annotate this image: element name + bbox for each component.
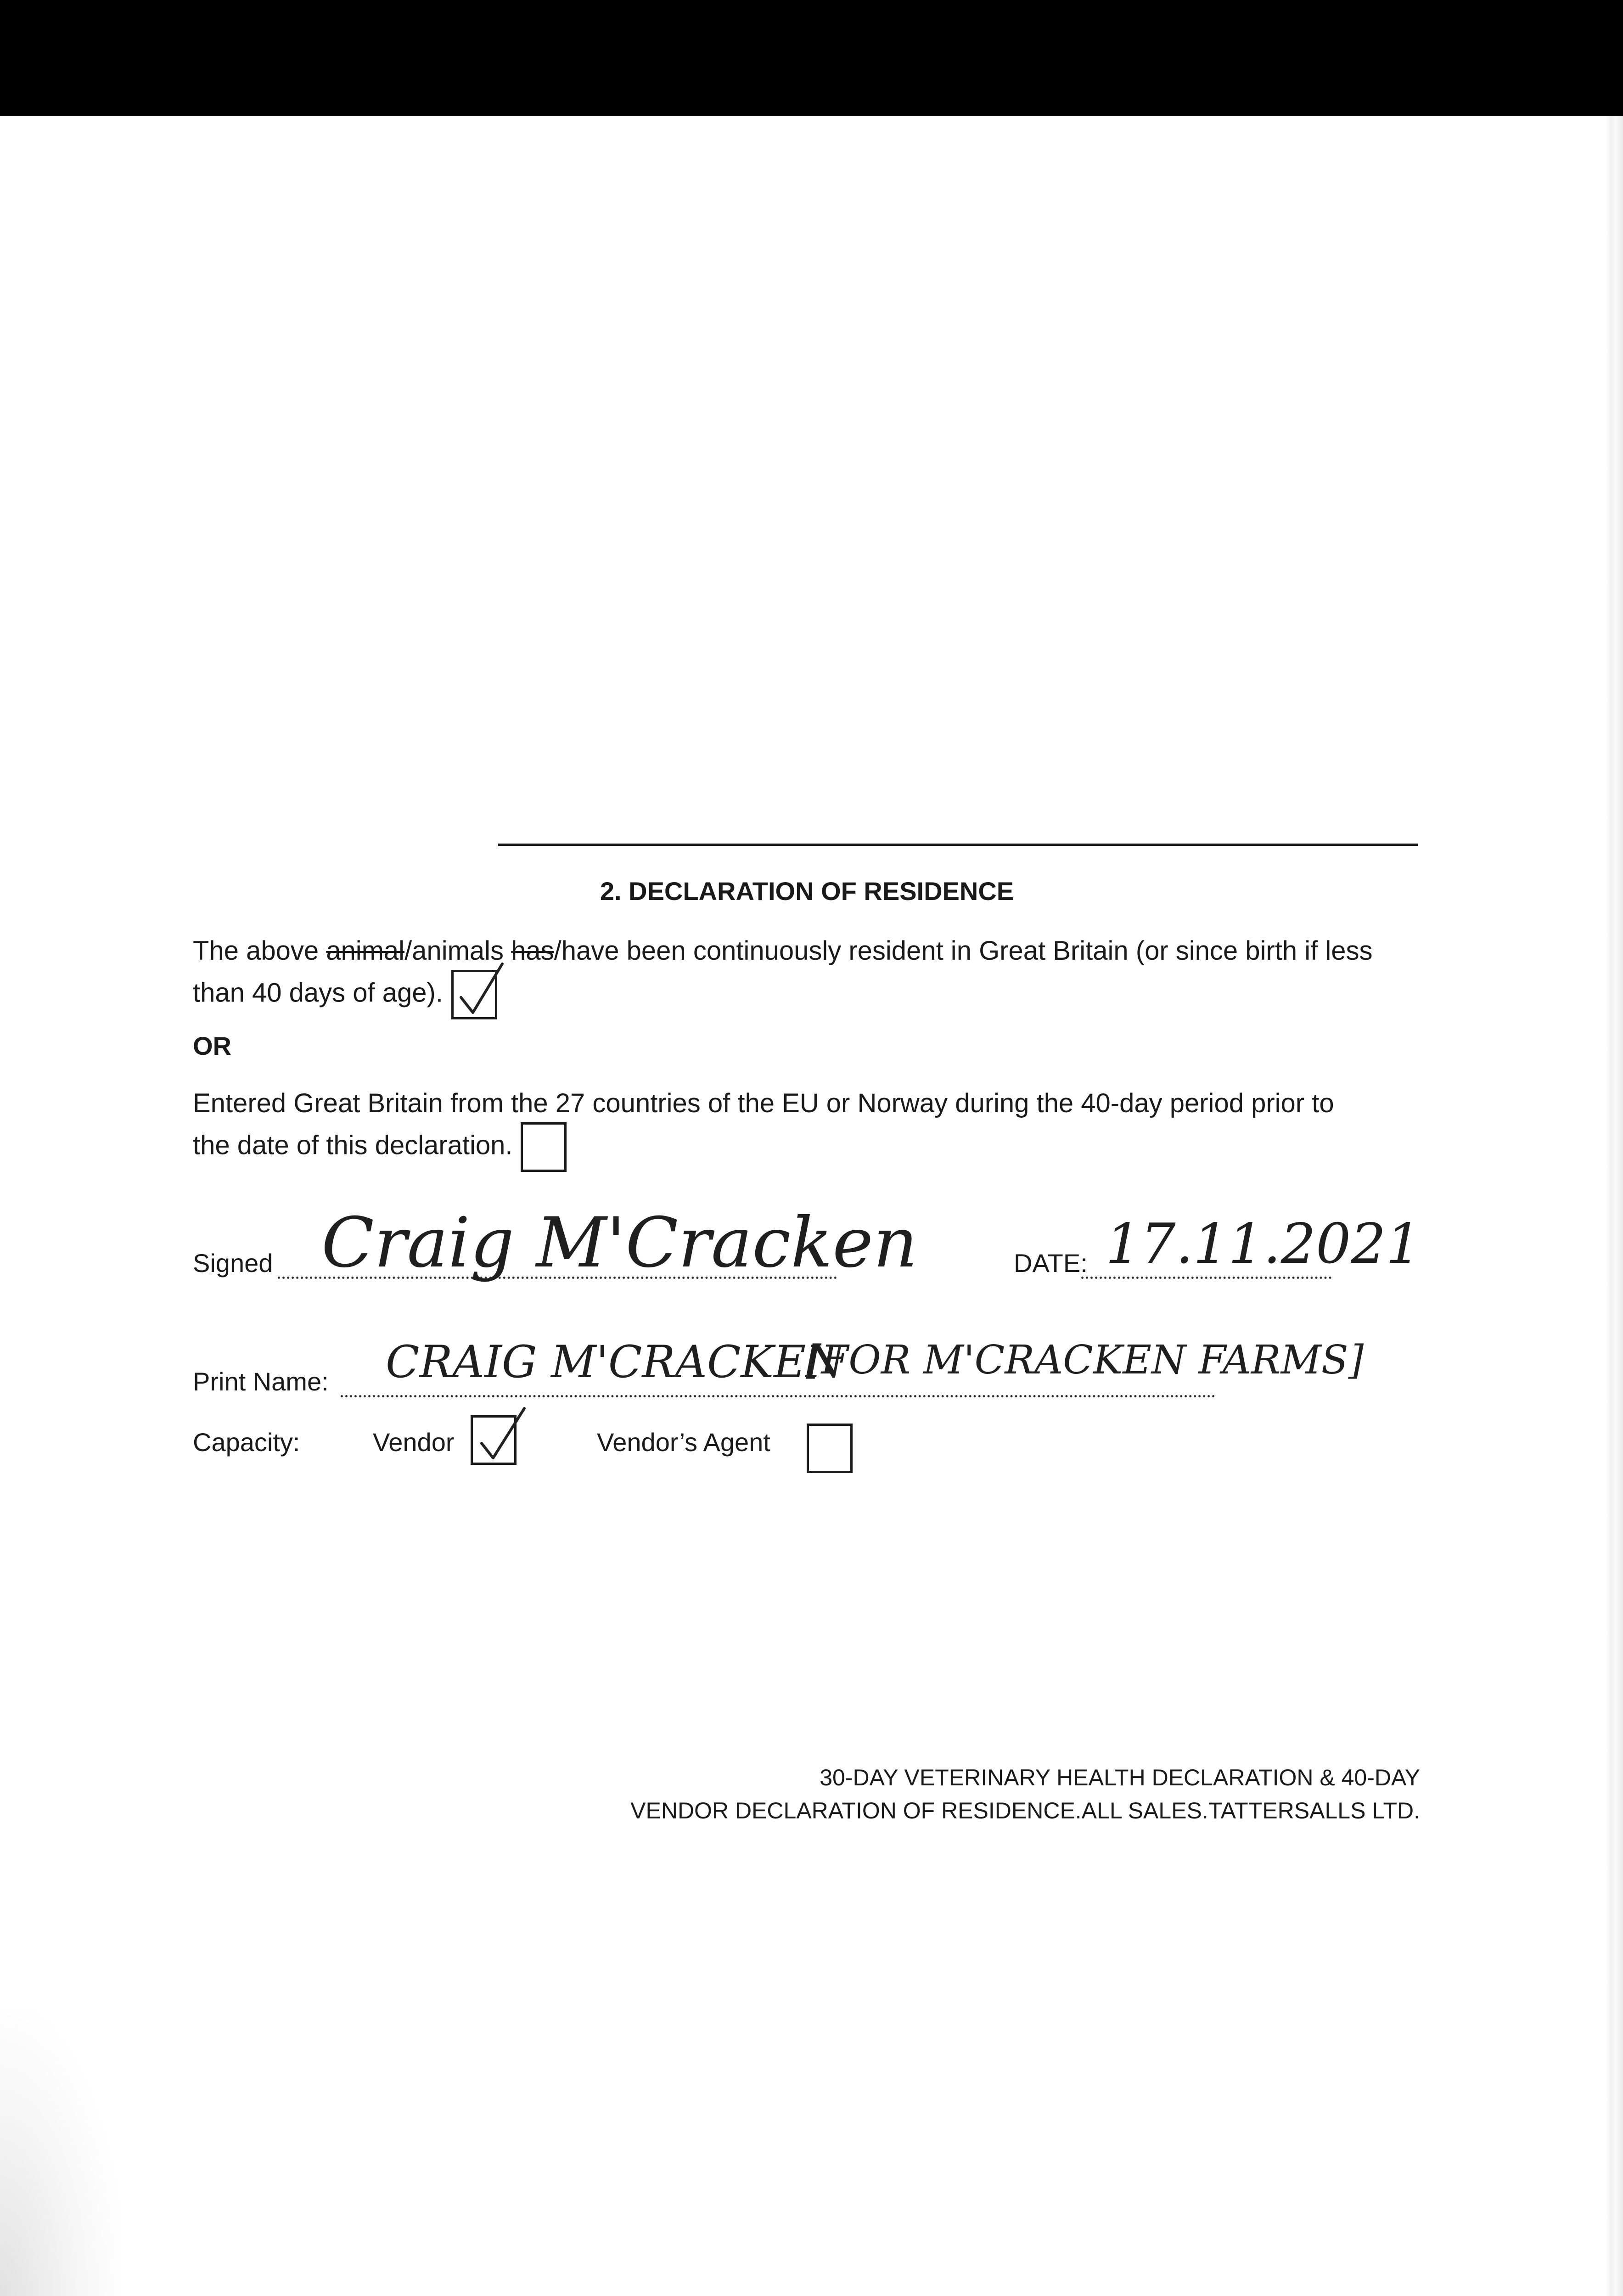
residence-statement: The above animal/animals has/have been continuously resident in Great Britain (or since birth if less than 40 days of age). (193, 932, 1432, 1019)
section-heading: 2. DECLARATION OF RESIDENCE (600, 877, 1014, 906)
vendor-label: Vendor (373, 1428, 455, 1457)
handwritten-name-note: [FOR M'CRACKEN FARMS] (806, 1337, 1364, 1383)
print-name-label: Print Name: (193, 1367, 329, 1396)
entry-statement: Entered Great Britain from the 27 countries of the EU or Norway during the 40-day period prior to the date of this declaration. (193, 1085, 1432, 1172)
vendor-checkbox[interactable] (471, 1415, 517, 1465)
capacity-label: Capacity: (193, 1428, 300, 1457)
section-divider (498, 844, 1418, 846)
vendors-agent-checkbox[interactable] (807, 1424, 853, 1473)
struck-text: has (511, 936, 554, 966)
signed-label: Signed (193, 1249, 273, 1277)
scan-shading (0, 2011, 119, 2296)
scan-right-edge (1606, 116, 1623, 2296)
tick-mark-icon (451, 954, 511, 1023)
entered-gb-checkbox[interactable] (521, 1122, 567, 1172)
footer-note (551, 1761, 1420, 1827)
scan-top-bar (0, 0, 1623, 116)
handwritten-print-name: CRAIG M'CRACKEN (386, 1336, 845, 1388)
handwritten-signature: Craig M'Cracken (321, 1203, 918, 1283)
footer-line-1: 30-DAY VETERINARY HEALTH DECLARATION & 40-DAY (820, 1765, 1420, 1790)
handwritten-date: 17.11.2021 (1106, 1212, 1421, 1276)
vendors-agent-label: Vendor’s Agent (597, 1428, 770, 1457)
struck-text: animal (326, 936, 405, 966)
date-label: DATE: (1014, 1249, 1088, 1277)
or-label: OR (193, 1031, 231, 1060)
resident-checkbox[interactable] (451, 970, 497, 1019)
footer-line-2: VENDOR DECLARATION OF RESIDENCE.ALL SALES.TATTERSALLS LTD. (630, 1798, 1420, 1823)
tick-mark-icon (470, 1399, 530, 1468)
